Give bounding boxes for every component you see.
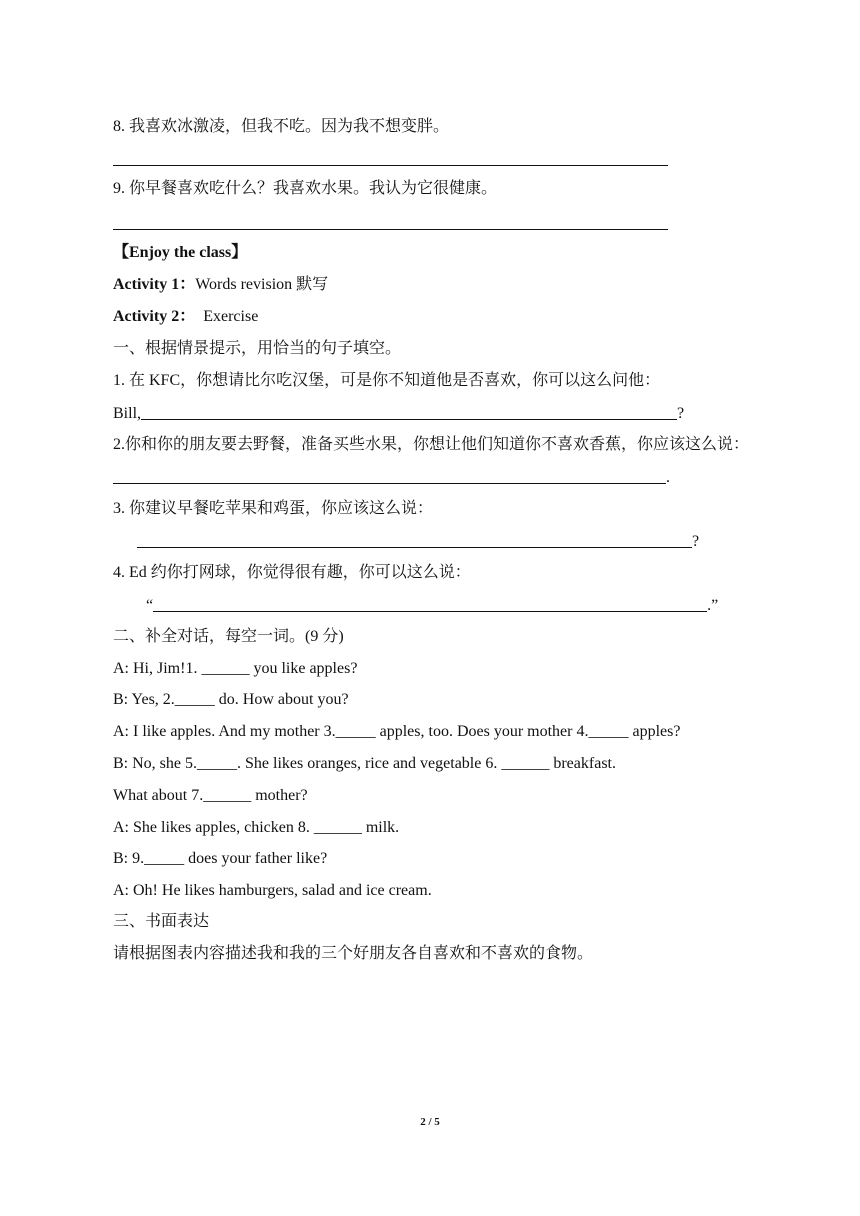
section1-q2: 2.你和你的朋友要去野餐，准备买些水果，你想让他们知道你不喜欢香蕉，你应该这么说： xyxy=(113,436,750,453)
dialogue-line: B: No, she 5._____. She likes oranges, rice and vegetable 6. ______ breakfast. xyxy=(113,755,616,772)
section1-q1-answer xyxy=(113,403,684,424)
section3-title: 三、书面表达 xyxy=(113,913,210,930)
page-number: 2 / 5 xyxy=(420,1116,440,1128)
section3-instruction: 请根据图表内容描述我和我的三个好朋友各自喜欢和不喜欢的食物。 xyxy=(113,945,594,962)
q4-suffix: .” xyxy=(707,597,719,614)
answer-line-q8 xyxy=(113,165,668,166)
translation-q8: 8. 我喜欢冰激凌，但我不吃。因为我不想变胖。 xyxy=(113,118,450,135)
q2-suffix: . xyxy=(666,469,670,486)
section1-q3-answer xyxy=(137,531,699,552)
section1-q4-answer xyxy=(146,595,718,616)
section1-q3: 3. 你建议早餐吃苹果和鸡蛋，你应该这么说： xyxy=(113,500,434,517)
activity-1 xyxy=(113,275,328,295)
activity-1-text: Words revision 默写 xyxy=(195,276,329,293)
dialogue-line: B: Yes, 2._____ do. How about you? xyxy=(113,691,349,708)
dialogue-line: What about 7.______ mother? xyxy=(113,787,308,804)
dialogue-line: A: Oh! He likes hamburgers, salad and ice cream. xyxy=(113,882,432,899)
activity-1-label: Activity 1： xyxy=(113,276,196,293)
q3-suffix: ? xyxy=(692,533,700,550)
activity-2 xyxy=(113,307,258,327)
dialogue-line: A: I like apples. And my mother 3._____ apples, too. Does your mother 4._____ apples? xyxy=(113,723,681,740)
dialogue-line: A: She likes apples, chicken 8. ______ milk. xyxy=(113,819,400,836)
dialogue-line: A: Hi, Jim!1. ______ you like apples? xyxy=(113,660,358,677)
section1-title: 一、根据情景提示，用恰当的句子填空。 xyxy=(113,340,402,357)
section1-q4: 4. Ed 约你打网球，你觉得很有趣，你可以这么说： xyxy=(113,564,471,581)
translation-q9: 9. 你早餐喜欢吃什么？我喜欢水果。我认为它很健康。 xyxy=(113,180,498,197)
q2-blank xyxy=(113,467,666,484)
q1-blank xyxy=(141,403,677,420)
section1-q1: 1. 在 KFC，你想请比尔吃汉堡，可是你不知道他是否喜欢，你可以这么问他： xyxy=(113,372,661,389)
activity-2-label: Activity 2： xyxy=(113,308,196,325)
q1-prefix: Bill, xyxy=(113,405,142,422)
activity-2-text: Exercise xyxy=(195,308,259,325)
dialogue-line: B: 9._____ does your father like? xyxy=(113,850,328,867)
q4-prefix: “ xyxy=(146,597,154,614)
section2-title: 二、补全对话，每空一词。(9 分) xyxy=(113,628,344,645)
q1-suffix: ? xyxy=(677,405,685,422)
enjoy-heading: 【Enjoy the class】 xyxy=(113,244,248,261)
q3-blank xyxy=(137,531,692,548)
section1-q2-answer xyxy=(113,467,670,488)
answer-line-q9 xyxy=(113,229,668,230)
q4-blank xyxy=(153,595,707,612)
